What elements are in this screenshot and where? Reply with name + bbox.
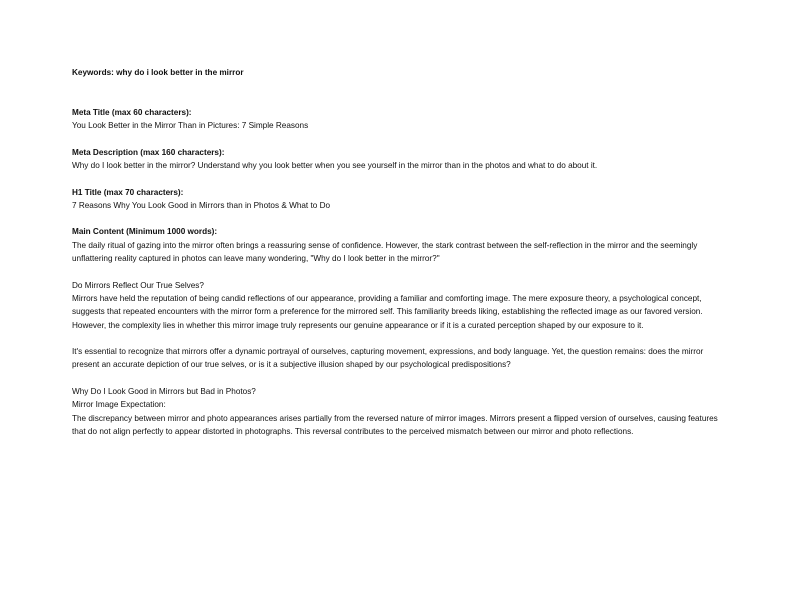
intro-paragraph: The daily ritual of gazing into the mirror often brings a reassuring sense of confidence. However, the stark contrast between the self-reflection in the mirror and the seemingly unflattering reality captured in photos can leave many wondering, "Why do I look better in the mirror?" — [72, 240, 698, 264]
section1-paragraph-2: It's essential to recognize that mirrors offer a dynamic portrayal of ourselves, capturing movement, expressions, and body language. Yet, the question remains: does the mirror present an accurate depiction of our true selves, or is it a subjective illusion shaped by our psychological predispositions? — [72, 347, 704, 370]
meta-title-value: You Look Better in the Mirror Than in Pictures: 7 Simple Reasons — [72, 121, 309, 131]
section1-heading: Do Mirrors Reflect Our True Selves? — [72, 280, 204, 290]
section1-paragraph-1: Mirrors have held the reputation of being candid reflections of our appearance, providing a familiar and comforting image. The mere exposure theory, a psychological concept, suggests that repeated encounters with the mirror form a preference for the mirrored self. This familiarity breeds liking, establishing the reflected image as our favored version. However, the complexity lies in whether this mirror image truly represents our genuine appearance or if it is a curated perception shaped by our exposure to it. — [72, 293, 703, 330]
h1-title-value: 7 Reasons Why You Look Good in Mirrors than in Photos & What to Do — [72, 200, 331, 210]
spacer — [72, 79, 722, 106]
spacer — [72, 372, 722, 385]
section2-paragraph-1: The discrepancy between mirror and photo appearances arises partially from the reversed nature of mirror images. Mirrors present a flipped version of ourselves, causing features that do not align perfectly to appear distorted in photographs. This reversal contributes to the perceived mismatch between our mirror and photo reflections. — [72, 413, 718, 436]
spacer — [72, 332, 722, 345]
spacer — [72, 212, 722, 225]
spacer — [72, 132, 722, 145]
meta-description-label: Meta Description (max 160 characters): — [72, 147, 225, 157]
main-content-label: Main Content (Minimum 1000 words): — [72, 227, 218, 237]
section2-heading: Why Do I Look Good in Mirrors but Bad in Photos? — [72, 387, 256, 397]
meta-title-label: Meta Title (max 60 characters): — [72, 107, 192, 117]
spacer — [72, 265, 722, 278]
spacer — [72, 172, 722, 185]
meta-description-value: Why do I look better in the mirror? Understand why you look better when you see yourself in the mirror than in the photos and what to do about it. — [72, 160, 598, 170]
section2-subheading: Mirror Image Expectation: — [72, 400, 166, 410]
h1-title-label: H1 Title (max 70 characters): — [72, 187, 184, 197]
keywords-line: Keywords: why do i look better in the mirror — [72, 68, 244, 77]
document-page — [72, 66, 722, 438]
